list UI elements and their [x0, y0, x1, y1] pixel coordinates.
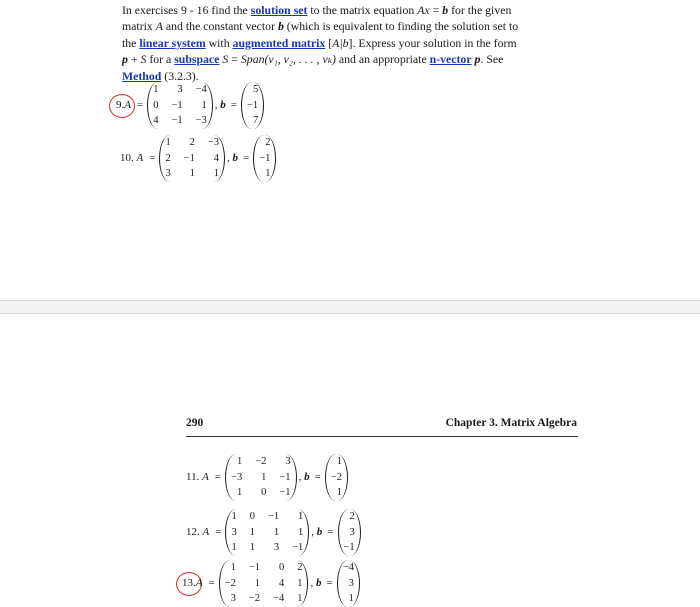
matrix-entry: 1 — [298, 511, 304, 523]
link-subspace[interactable]: subspace — [174, 52, 220, 67]
matrix-entry: 4 — [278, 577, 285, 589]
link-solution-set[interactable]: solution set — [250, 3, 308, 17]
matrix-entry: 1 — [336, 456, 342, 468]
link-augmented-matrix[interactable]: augmented matrix — [232, 35, 326, 50]
exercise-13 — [182, 560, 360, 607]
matrix-entry: 2 — [297, 562, 303, 574]
math-a: A — [155, 19, 163, 34]
vector-b — [241, 82, 264, 129]
matrix-entry: 0 — [153, 99, 159, 111]
textbook-page-top — [0, 0, 700, 300]
math-s: S — [222, 52, 229, 67]
comma: , b — [214, 99, 226, 112]
exercise-instructions — [122, 2, 522, 84]
math-s: S — [140, 52, 147, 67]
equals-sign: = — [208, 577, 215, 590]
matrix-entry: −2 — [330, 471, 342, 483]
matrix-entry: −2 — [224, 577, 236, 589]
vector-b — [325, 454, 348, 501]
exercise-label: 13.A — [182, 577, 203, 590]
matrix-entry: 3 — [273, 542, 280, 554]
matrix-entry: 7 — [252, 115, 259, 127]
matrix-entry: 1 — [153, 84, 159, 96]
exercise-label: 10. A — [120, 152, 144, 165]
matrix-entry: −3 — [231, 471, 243, 483]
matrix-a — [219, 560, 309, 607]
matrix-entry: 1 — [249, 542, 255, 554]
matrix-entry: 1 — [231, 542, 237, 554]
matrix-entry: 2 — [189, 137, 195, 149]
matrix-entry: 1 — [265, 168, 271, 180]
equals-sign: = — [243, 152, 250, 165]
matrix-entry: 1 — [261, 471, 267, 483]
matrix-entry: 1 — [213, 168, 220, 180]
comma: , b — [227, 152, 239, 165]
intro-text: for the given matrix — [122, 3, 512, 34]
equals-sign: = — [230, 99, 238, 112]
matrix-entry: 1 — [298, 526, 304, 538]
matrix-entry: −2 — [255, 456, 267, 468]
intro-text: = — [429, 3, 443, 17]
intro-text: to the matrix equation — [307, 3, 418, 17]
vector-b — [338, 509, 361, 556]
matrix-entry: −1 — [292, 542, 304, 554]
matrix-entry: 1 — [249, 526, 255, 538]
intro-text: [ — [325, 35, 333, 50]
intro-text: + — [127, 52, 141, 67]
comma: , b — [311, 526, 323, 539]
matrix-a — [159, 135, 225, 182]
page-number: 290 — [186, 417, 204, 429]
link-linear-system[interactable]: linear system — [139, 35, 206, 50]
exercise-10 — [120, 135, 276, 182]
comma: , b — [298, 471, 310, 484]
matrix-entry: 3 — [349, 526, 355, 538]
intro-text: with — [205, 35, 233, 50]
matrix-entry: 1 — [189, 168, 195, 180]
matrix-entry: −1 — [171, 115, 183, 127]
matrix-a — [225, 509, 309, 556]
equals-sign: = — [215, 526, 222, 539]
matrix-entry: −1 — [259, 152, 271, 164]
matrix-entry: 1 — [231, 511, 237, 523]
intro-text: (3.2.3). — [161, 68, 199, 83]
matrix-entry: 1 — [236, 487, 243, 499]
exercise-label: 9.A — [116, 99, 131, 112]
link-n-vector[interactable]: n-vector — [429, 52, 472, 67]
exercise-label: 11. A — [186, 471, 209, 484]
intro-text: and an appropriate — [335, 52, 430, 67]
page-separator — [0, 300, 700, 314]
matrix-entry: 4 — [153, 115, 159, 127]
matrix-entry: 4 — [213, 152, 220, 164]
exercise-11 — [186, 454, 348, 501]
matrix-entry: −4 — [342, 562, 354, 574]
matrix-entry: 1 — [236, 456, 243, 468]
matrix-entry: 3 — [230, 593, 236, 605]
matrix-entry: 2 — [265, 137, 271, 149]
intro-text: (which is equivalent to finding the solution set to the — [122, 19, 519, 50]
matrix-entry: −1 — [279, 471, 291, 483]
equals-sign: = — [214, 471, 222, 484]
matrix-entry: −1 — [279, 487, 291, 499]
matrix-entry: −4 — [195, 84, 207, 96]
textbook-page-bottom — [0, 314, 700, 604]
math-p: p — [474, 52, 481, 67]
chapter-title: Chapter 3. Matrix Algebra — [445, 417, 577, 429]
matrix-entry: −2 — [248, 593, 261, 605]
comma: , b — [310, 577, 322, 590]
equals-sign: = — [326, 577, 333, 590]
matrix-entry: −1 — [247, 99, 259, 111]
matrix-entry: 1 — [165, 137, 171, 149]
math-span: Span(v₁, v₂, . . . , vₖ) — [240, 52, 336, 67]
intro-text: and the constant vector — [162, 19, 278, 34]
math-b: b — [442, 3, 449, 17]
equals-sign: = — [314, 471, 321, 484]
equals-sign: = — [327, 526, 334, 539]
exercise-9 — [116, 82, 264, 129]
matrix-entry: 1 — [336, 487, 342, 499]
matrix-entry: −1 — [183, 152, 195, 164]
matrix-entry: 1 — [254, 577, 261, 589]
matrix-entry: −1 — [343, 542, 355, 554]
vector-b — [253, 135, 276, 182]
math-ax: Ax — [417, 3, 430, 17]
intro-text: In exercises 9 - 16 find the — [122, 3, 251, 17]
matrix-entry: 3 — [177, 84, 183, 96]
matrix-entry: −3 — [207, 137, 220, 149]
matrix-entry: 3 — [231, 526, 237, 538]
matrix-entry: −3 — [195, 115, 207, 127]
exercise-12 — [186, 509, 361, 556]
matrix-entry: 0 — [261, 487, 267, 499]
matrix-entry: 1 — [273, 526, 280, 538]
matrix-entry: 1 — [297, 593, 303, 605]
math-b: b — [277, 19, 284, 34]
matrix-entry: 2 — [349, 511, 355, 523]
header-rule — [186, 436, 578, 437]
equals-sign: = — [149, 152, 156, 165]
intro-text: = — [228, 52, 241, 67]
matrix-entry: −4 — [273, 593, 285, 605]
matrix-entry: −1 — [171, 99, 183, 111]
link-method[interactable]: Method — [122, 68, 162, 83]
matrix-entry: −1 — [267, 511, 280, 523]
matrix-entry: 0 — [249, 511, 255, 523]
intro-text: . See — [480, 52, 504, 67]
matrix-entry: 1 — [348, 593, 354, 605]
intro-text: ]. Express your solution in the form — [348, 35, 517, 50]
equals-sign: = — [136, 99, 144, 112]
matrix-entry: 1 — [201, 99, 207, 111]
matrix-entry: 2 — [165, 152, 171, 164]
matrix-entry: 3 — [285, 456, 291, 468]
matrix-entry: −1 — [248, 562, 261, 574]
intro-text: for a — [146, 52, 175, 67]
matrix-a — [225, 454, 297, 501]
matrix-entry: 0 — [278, 562, 285, 574]
math-augmented: A|b — [332, 35, 349, 50]
matrix-entry: 3 — [348, 577, 354, 589]
math-p: p — [122, 52, 128, 67]
matrix-entry: 5 — [252, 84, 259, 96]
exercise-label: 12. A — [186, 526, 210, 539]
matrix-entry: 1 — [230, 562, 236, 574]
matrix-entry: 1 — [297, 577, 303, 589]
matrix-entry: 3 — [165, 168, 171, 180]
matrix-a — [147, 82, 213, 129]
vector-b — [337, 560, 360, 607]
